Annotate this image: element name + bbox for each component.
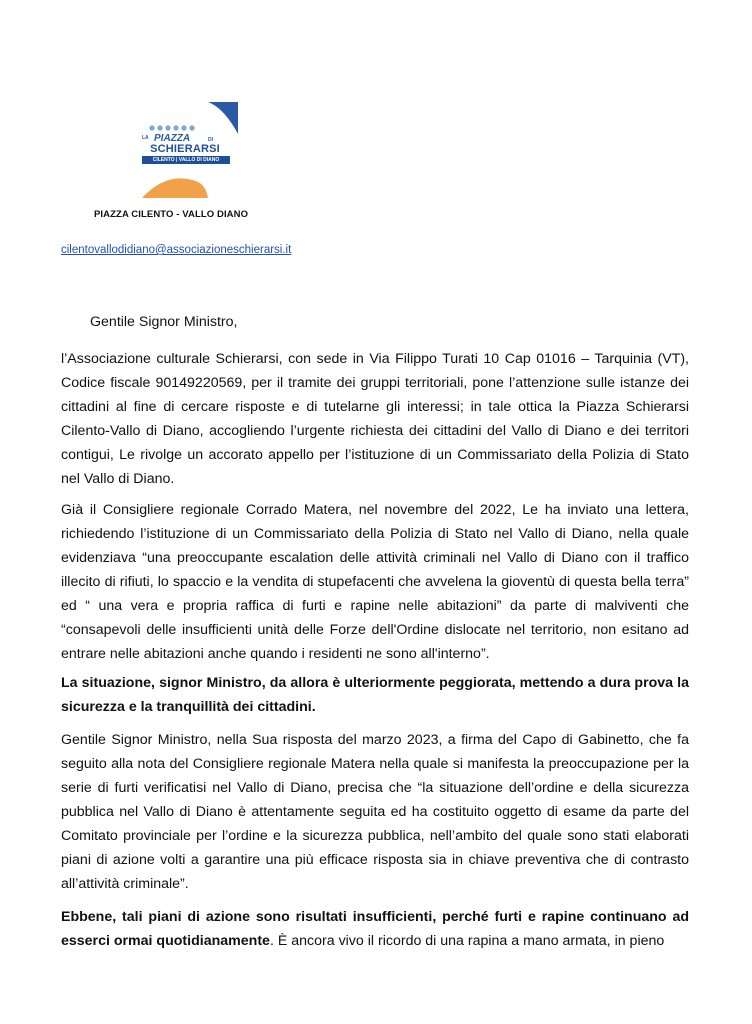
paragraph-5-bold: Ebbene, tali piani di azione sono risultati insufficienti, perché furti e rapine continuano ad esserci ormai quotidianamente bbox=[61, 909, 689, 949]
logo-piazza: PIAZZA bbox=[154, 133, 191, 144]
logo-la: LA bbox=[142, 135, 149, 141]
logo-schierarsi: SCHIERARSI bbox=[150, 143, 220, 155]
paragraph-1: l’Associazione culturale Schierarsi, con sede in Via Filippo Turati 10 Cap 01016 – Tarquinia (VT), Codice fiscale 90149220569, per il tramite dei gruppi territoriali, pone l’attenzione sulle istanze dei cittadini al fine di cercare risposte e di tutelarne gli interessi; in tale ottica la Piazza Schierarsi Cilento-Vallo di Diano, accogliendo l’urgente richiesta dei cittadini del Vallo di Diano e dei territori contigui, Le rivolge un accorato appello per l’istituzione di un Commissariato della Polizia di Stato nel Vallo di Diano. bbox=[61, 351, 689, 487]
logo-people-icon bbox=[149, 125, 194, 130]
logo-blue-corner bbox=[208, 102, 238, 134]
paragraph-4: Gentile Signor Ministro, nella Sua risposta del marzo 2023, a firma del Capo di Gabinetto, che fa seguito alla nota del Consigliere regionale Matera nella quale si manifesta la preoccupazione per la serie di furti verificatisi nel Vallo di Diano, precisa che “la situazione dell’ordine e della sicurezza pubblica nel Vallo di Diano è attentamente seguita ed ha costituito oggetto di esame da parte del Comitato provinciale per l’ordine e la sicurezza pubblica, nell’ambito del quale sono stati elaborati piani di azione volti a garantire una più efficace risposta sia in chiave preventiva che di contrasto all’attività criminale”. bbox=[61, 732, 689, 892]
paragraph-5-rest: . È ancora vivo il ricordo di una rapina a mano armata, in pieno bbox=[269, 933, 665, 949]
logo-subtitle: CILENTO | VALLO DI DIANO bbox=[142, 156, 230, 164]
email-link[interactable]: cilentovallodidiano@associazioneschierarsi.it bbox=[61, 244, 292, 256]
organization-name: PIAZZA CILENTO - VALLO DIANO bbox=[94, 209, 249, 220]
paragraph-3-bold: La situazione, signor Ministro, da allora è ulteriormente peggiorata, mettendo a dura prova la sicurezza e la tranquillità dei cittadini. bbox=[61, 675, 689, 715]
paragraph-2: Già il Consigliere regionale Corrado Matera, nel novembre del 2022, Le ha inviato una lettera, richiedendo l’istituzione di un Commissariato della Polizia di Stato nel Vallo di Diano, nella quale evidenziava “una preoccupante escalation delle attività criminali nel Vallo di Diano con il traffico illecito di rifiuti, lo spaccio e la vendita di stupefacenti che avvelena la gioventù di questa bella terra” ed “ una vera e propria raffica di furti e rapine nelle abitazioni” da parte di malviventi che “consapevoli delle insufficienti unità delle Forze dell'Ordine dislocate nel territorio, non esitano ad entrare nelle abitazioni anche quando i residenti ne sono all'interno”. bbox=[61, 502, 689, 662]
paragraph-5 bbox=[61, 905, 689, 953]
logo-di: DI bbox=[208, 137, 213, 143]
logo-orange-arc bbox=[142, 178, 208, 198]
greeting: Gentile Signor Ministro, bbox=[90, 314, 238, 330]
